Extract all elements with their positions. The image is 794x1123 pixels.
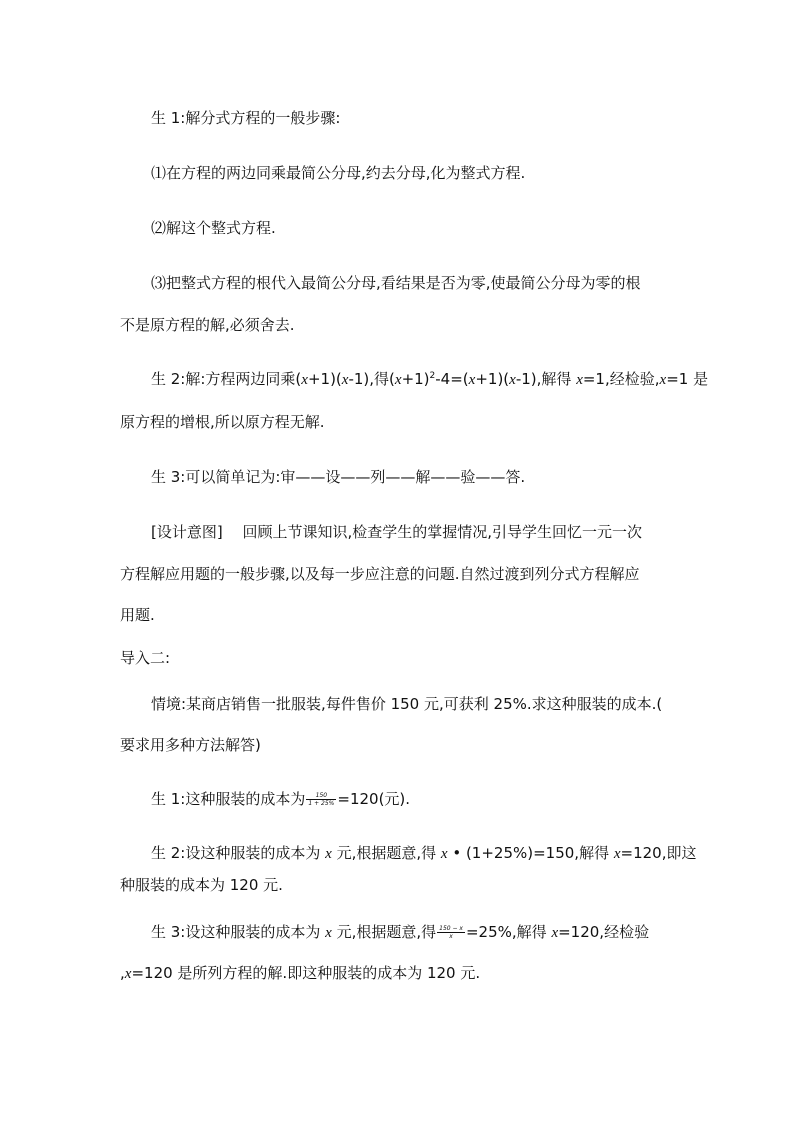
m3-fraction: $\frac{150 - x}{x}$ (439, 925, 463, 940)
s1-step2: ⑵解这个整式方程. (151, 219, 276, 237)
s1-title: 生 1:解分式方程的一般步骤: (151, 109, 341, 127)
s2-line2: 原方程的增根,所以原方程无解. (120, 413, 325, 431)
m1-line: 生 1:这种服装的成本为 $\frac{150}{1 + 25\%}$ =120(元). (151, 790, 411, 808)
s1-step1: ⑴在方程的两边同乘最简公分母,约去分母,化为整式方程. (151, 164, 526, 182)
s1-step3-line2: 不是原方程的解,必须舍去. (120, 316, 295, 334)
situation-line2: 要求用多种方法解答) (120, 736, 261, 754)
intro2-heading: 导入二: (120, 649, 171, 667)
design-line3: 用题. (120, 606, 155, 624)
design-line1: [设计意图] 回顾上节课知识,检查学生的掌握情况,引导学生回忆一元一次 (151, 523, 643, 541)
m2-line2: 种服装的成本为 120 元. (120, 876, 283, 894)
m2-line1: 生 2:设这种服装的成本为 x 元,根据题意,得 x • (1+25%)=150,解得 x=120,即这 (151, 844, 697, 862)
m3-line2: ,x=120 是所列方程的解.即这种服装的成本为 120 元. (120, 964, 481, 982)
s2-line1: 生 2:解:方程两边同乘(x+1)(x-1),得$(x+1)^2-4=(x+1)(x-1)$,解得 x=1,经检验,x=1 是 (151, 370, 709, 388)
s1-step3-line1: ⑶把整式方程的根代入最简公分母,看结果是否为零,使最简公分母为零的根 (151, 274, 641, 292)
situation-line1: 情境:某商店销售一批服装,每件售价 150 元,可获利 25%.求这种服装的成本.( (151, 695, 663, 713)
design-line2: 方程解应用题的一般步骤,以及每一步应注意的问题.自然过渡到列分式方程解应 (120, 565, 640, 583)
m3-line1: 生 3:设这种服装的成本为 x 元,根据题意,得 $\frac{150 - x}{x}$ =25%,解得 x=120,经检验 (151, 923, 650, 941)
m1-fraction: $\frac{150}{1 + 25\%}$ (308, 792, 335, 807)
s3-line: 生 3:可以简单记为:审——设——列——解——验——答. (151, 468, 526, 486)
